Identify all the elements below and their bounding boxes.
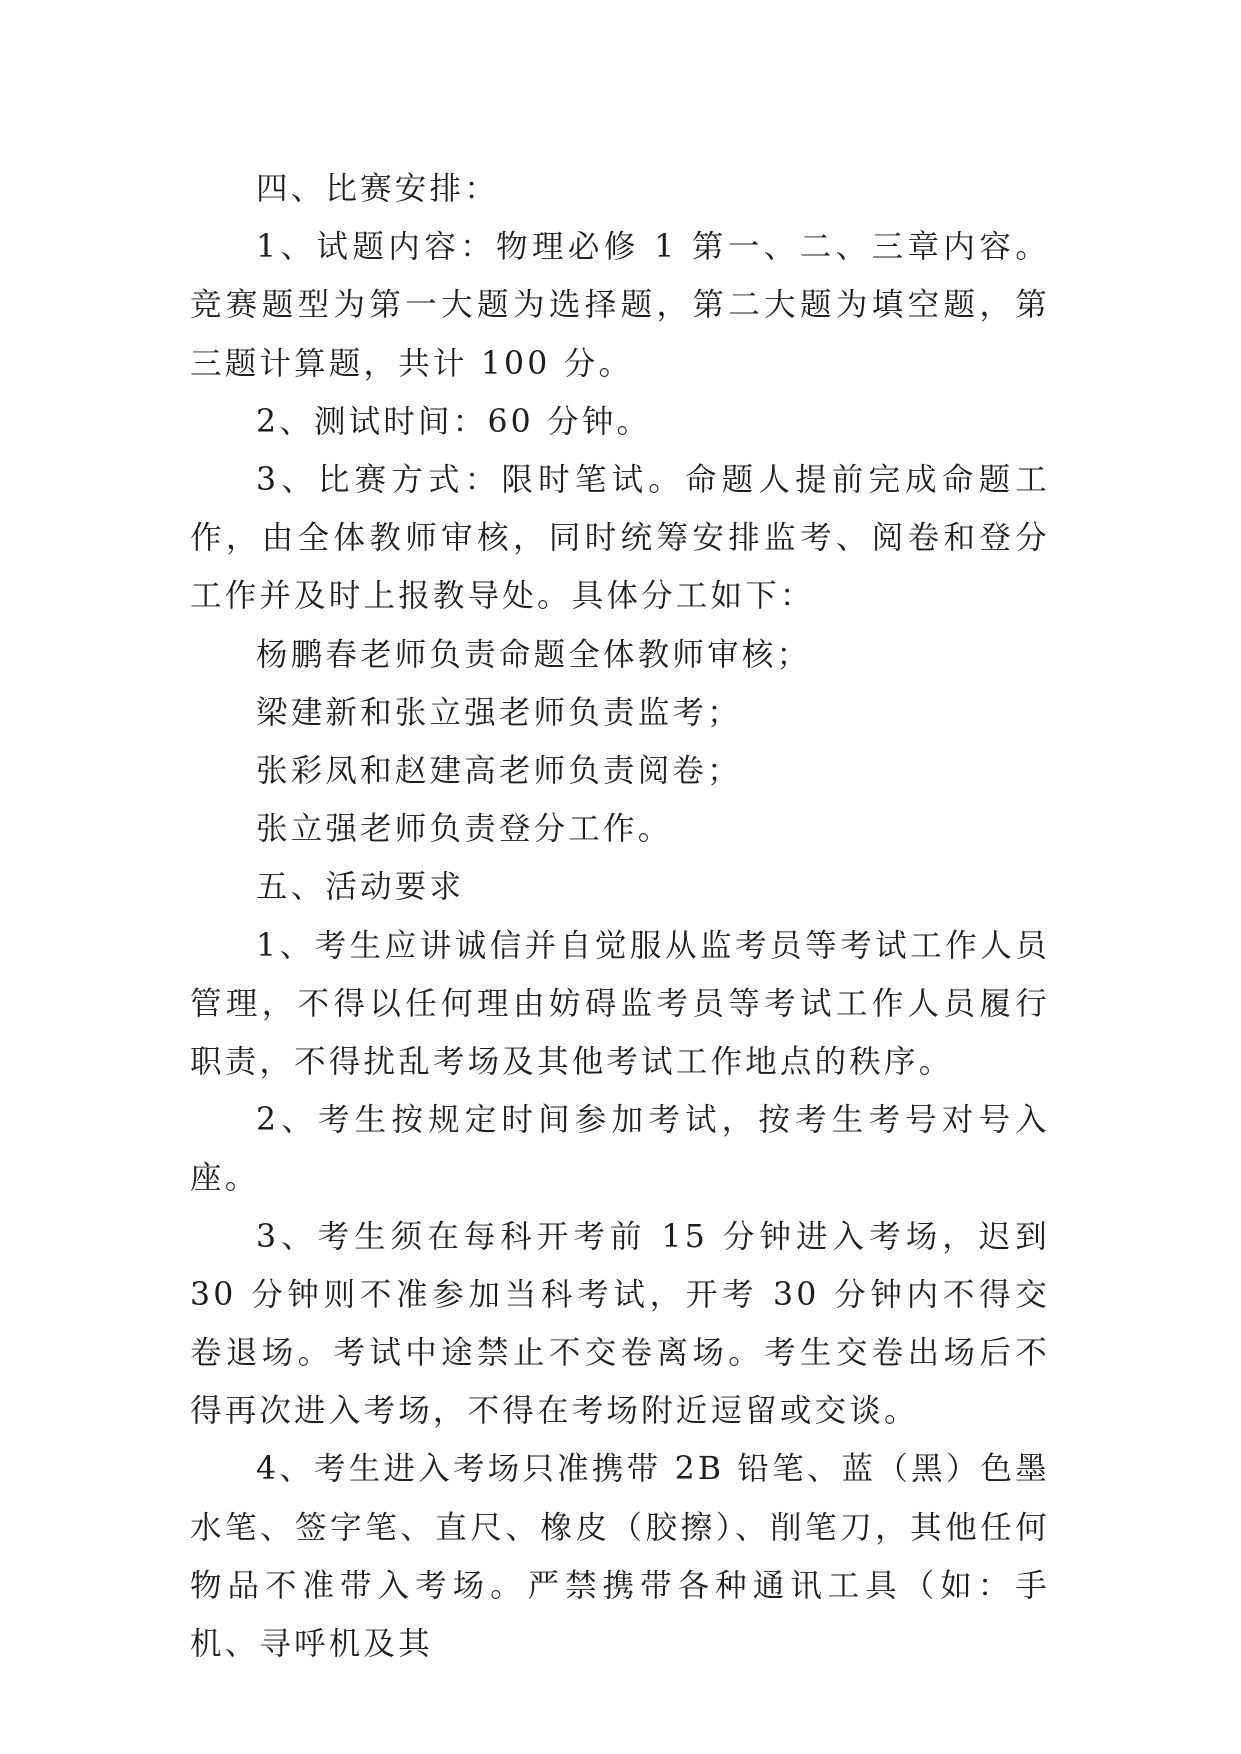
paragraph-requirement-3: 3、考生须在每科开考前 15 分钟进入考场，迟到 30 分钟则不准参加当科考试，开考 30 分钟内不得交卷退场。考试中途禁止不交卷离场。考生交卷出场后不得再次进入考场，不得在考场附近逗留或交谈。 [190, 1218, 1050, 1430]
paragraph-exam-content: 1、试题内容：物理必修 1 第一、二、三章内容。竞赛题型为第一大题为选择题，第二大题为填空题，第三题计算题，共计 100 分。 [190, 229, 1050, 382]
paragraph-requirement-1: 1、考生应讲诚信并自觉服从监考员等考试工作人员管理，不得以任何理由妨碍监考员等考试工作人员履行职责，不得扰乱考场及其他考试工作地点的秩序。 [190, 927, 1050, 1081]
section-heading-requirements: 五、活动要求 [256, 869, 465, 906]
paragraph-assignment-scores: 张立强老师负责登分工作。 [256, 811, 673, 848]
paragraph-requirement-2: 2、考生按规定时间参加考试，按考生考号对号入座。 [190, 1102, 1050, 1197]
paragraph-exam-time: 2、测试时间：60 分钟。 [256, 403, 652, 440]
paragraph-assignment-grading: 张彩凤和赵建高老师负责阅卷； [256, 753, 742, 790]
paragraph-assignment-proctor: 梁建新和张立强老师负责监考； [256, 694, 742, 731]
section-heading-arrangement: 四、比赛安排： [256, 171, 499, 207]
paragraph-exam-format: 3、比赛方式：限时笔试。命题人提前完成命题工作，由全体教师审核，同时统筹安排监考、阅卷和登分工作并及时上报教导处。具体分工如下： [190, 462, 1050, 615]
paragraph-requirement-4: 4、考生进入考场只准携带 2B 铅笔、蓝（黑）色墨水笔、签字笔、直尺、橡皮（胶擦）、削笔刀，其他任何物品不准带入考场。严禁携带各种通讯工具（如：手机、寻呼机及其 [190, 1451, 1050, 1663]
paragraph-assignment-question: 杨鹏春老师负责命题全体教师审核； [256, 636, 812, 673]
document-body [190, 160, 1050, 1673]
